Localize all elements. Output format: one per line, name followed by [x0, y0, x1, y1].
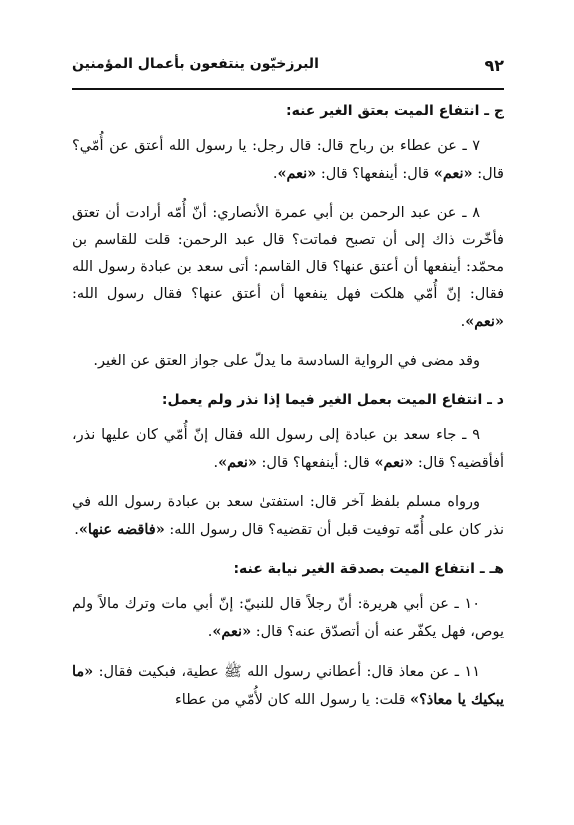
page-header — [72, 48, 504, 86]
running-title: البرزخيّون ينتفعون بأعمال المؤمنين — [72, 56, 319, 72]
narration-9-muslim: ورواه مسلم بلفظ آخر قال: استفتىٰ سعد بن عبادة رسول الله في نذر كان على أُمّه توفيت قبل أن تقضيه؟ قال رسول الله: «فاقضه عنها». — [72, 494, 504, 538]
narration-10: ١٠ ـ عن أبي هريرة: أنّ رجلاً قال للنبيّ: إنّ أبي مات وترك مالاً ولم يوص، فهل يكفّر عنه أن أتصدّق عنه؟ قال: «نعم». — [72, 596, 504, 640]
narration-9: ٩ ـ جاء سعد بن عبادة إلى رسول الله فقال إنّ أُمّي كان عليها نذر، أفأقضيه؟ قال: «نعم» قال: أينفعها؟ قال: «نعم». — [72, 427, 504, 471]
narration-7: ٧ ـ عن عطاء بن رباح قال: قال رجل: يا رسول الله أعتق عن أُمّي؟ قال: «نعم» قال: أينفعها؟ قال: «نعم». — [72, 138, 504, 182]
note-paragraph: وقد مضى في الرواية السادسة ما يدلّ على جواز العتق عن الغير. — [93, 353, 480, 369]
header-rule — [72, 88, 504, 90]
section-heading-e: هـ ـ انتفاع الميت بصدقة الغير نيابة عنه: — [233, 561, 504, 577]
section-heading-d: د ـ انتفاع الميت بعمل الغير فيما إذا نذر ولم يعمل: — [161, 392, 504, 408]
page-body — [72, 98, 504, 726]
page-number: ٩٢ — [484, 56, 504, 75]
narration-11: ١١ ـ عن معاذ قال: أعطاني رسول الله ﷺ عطية، فبكيت فقال: «ما يبكيك يا معاذ؟» قلت: يا رسول الله كان لأُمّي من عطاء — [72, 663, 504, 708]
narration-8: ٨ ـ عن عبد الرحمن بن أبي عمرة الأنصاري: أنّ أُمّه أرادت أن تعتق فأخّرت ذاك إلى أن تصبح فماتت؟ قال عبد الرحمن: قلت للقاسم بن محمّد: أينفعها أن أعتق عنها؟ قال القاسم: أتى سعد بن عبادة رسول الله فقال: إنّ أُمّي هلكت فهل ينفعها أن أعتق عنها؟ فقال رسول الله: «نعم». — [72, 205, 504, 330]
section-heading-c: ج ـ انتفاع الميت بعتق الغير عنه: — [285, 103, 504, 119]
